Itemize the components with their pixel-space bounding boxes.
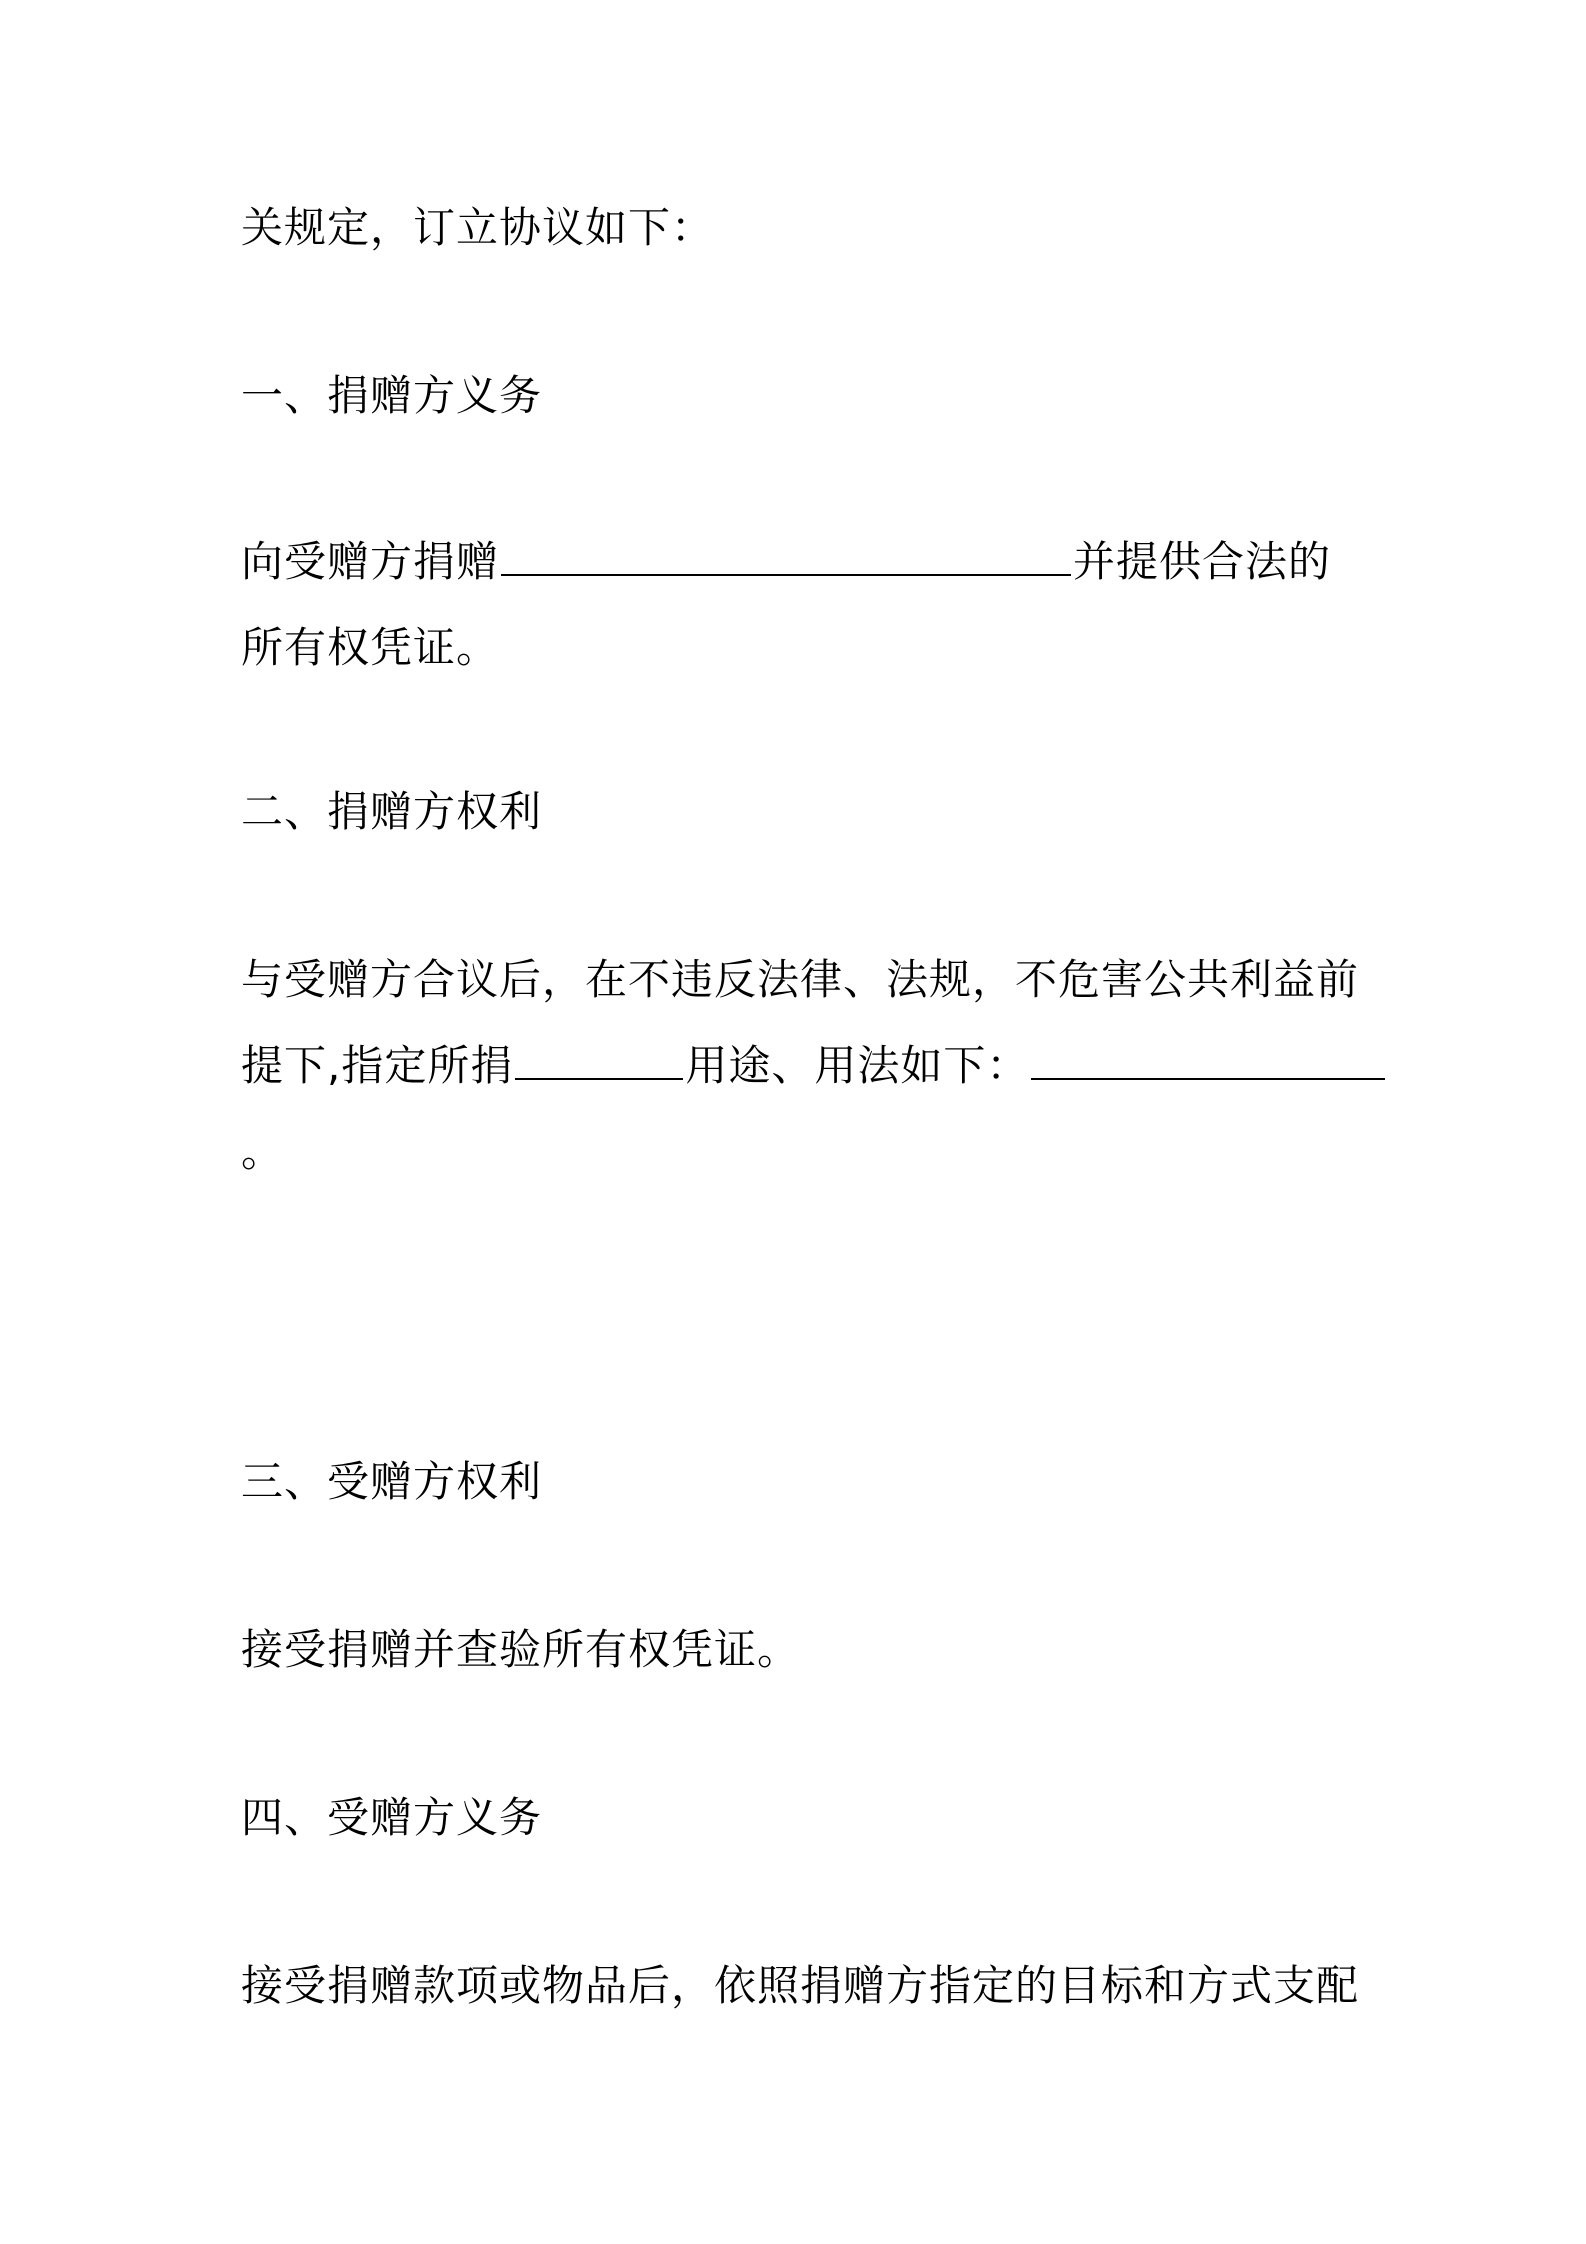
section1-heading: 一、捐赠方义务 [241,371,543,420]
donation-designation-blank[interactable] [515,1040,683,1080]
intro-text: 关规定，订立协议如下： [241,203,715,252]
section2-paragraph-line3: 。 [241,1127,285,1176]
section2-paragraph-line1: 与受赠方合议后，在不违反法律、法规，不危害公共利益前 [241,955,1360,1004]
section4-heading: 四、受赠方义务 [241,1793,543,1842]
section1-paragraph-line1 [241,532,1331,592]
usage-details-blank[interactable] [1031,1040,1385,1080]
section2-line2-mid: 用途、用法如下： [685,1041,1030,1090]
section1-line1-pre: 向受赠方捐赠 [241,537,500,586]
section3-heading: 三、受赠方权利 [241,1457,543,1506]
section2-paragraph-line2 [241,1036,1387,1096]
section1-line1-post: 并提供合法的 [1073,537,1332,586]
donation-item-blank[interactable] [501,536,1071,576]
section4-paragraph-line1: 接受捐赠款项或物品后，依照捐赠方指定的目标和方式支配 [241,1961,1360,2010]
section1-paragraph-line2: 所有权凭证。 [241,623,500,672]
section3-paragraph-line1: 接受捐赠并查验所有权凭证。 [241,1625,801,1674]
section2-heading: 二、捐赠方权利 [241,787,543,836]
section2-line2-pre: 提下,指定所捐 [241,1041,514,1090]
